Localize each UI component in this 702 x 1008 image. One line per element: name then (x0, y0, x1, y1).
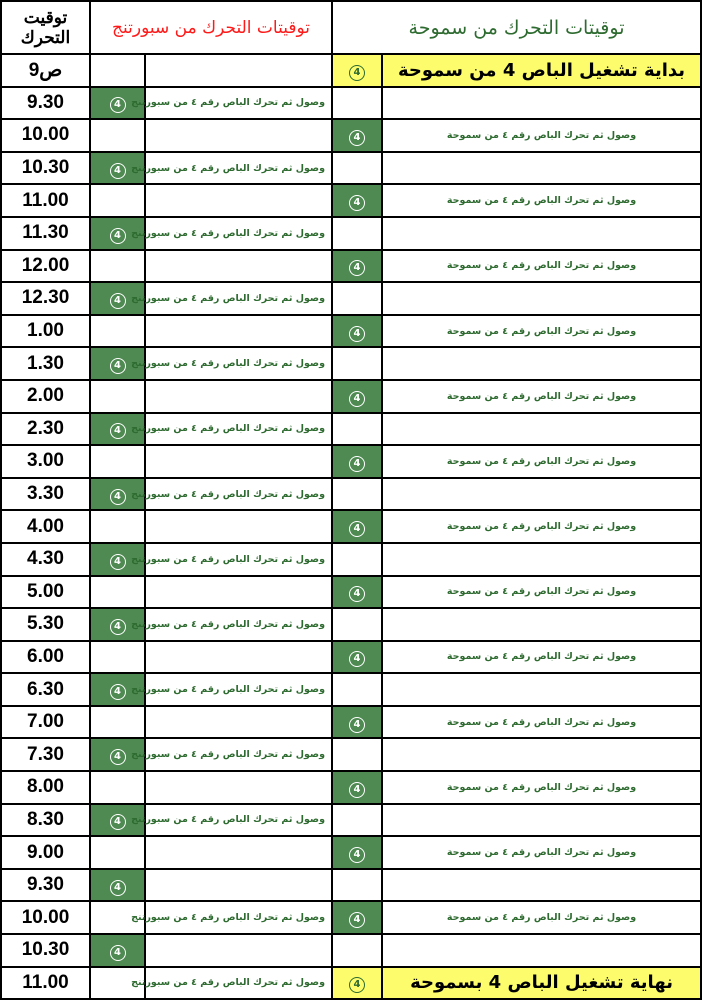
empty-cell (145, 576, 332, 609)
bus-number-icon: 4 (110, 684, 126, 700)
empty-cell (332, 413, 382, 446)
smouha-badge-cell (332, 836, 382, 869)
schedule-row (1, 250, 701, 283)
empty-cell (145, 119, 332, 152)
departure-time: 1.00 (1, 315, 90, 348)
smouha-note: وصول ثم تحرك الباص رقم ٤ من سموحة (382, 250, 701, 283)
schedule-row (1, 413, 701, 446)
sabourtanj-note: وصول ثم تحرك الباص رقم ٤ من سبورتنج (145, 804, 332, 837)
bus-number-icon: 4 (110, 880, 126, 896)
empty-cell (145, 706, 332, 739)
bus-number-icon: 4 (349, 651, 365, 667)
departure-time: 7.00 (1, 706, 90, 739)
schedule-row (1, 673, 701, 706)
smouha-badge-cell (332, 576, 382, 609)
departure-time: 4.00 (1, 510, 90, 543)
smouha-note: وصول ثم تحرك الباص رقم ٤ من سموحة (382, 315, 701, 348)
schedule-row (1, 478, 701, 511)
schedule-row (1, 445, 701, 478)
sabourtanj-note: وصول ثم تحرك الباص رقم ٤ من سبورتنج (145, 282, 332, 315)
bus-number-icon: 4 (110, 749, 126, 765)
bus-number-icon: 4 (349, 326, 365, 342)
smouha-badge-cell (332, 250, 382, 283)
departure-time: 12.00 (1, 250, 90, 283)
empty-cell (332, 673, 382, 706)
smouha-badge-cell (332, 771, 382, 804)
sabourtanj-badge-cell (90, 934, 145, 967)
empty-cell (382, 738, 701, 771)
departure-time: 6.00 (1, 641, 90, 674)
departure-time: 2.00 (1, 380, 90, 413)
smouha-badge-cell (332, 901, 382, 934)
sabourtanj-note: وصول ثم تحرك الباص رقم ٤ من سبورتنج (145, 87, 332, 120)
bus-number-icon: 4 (349, 195, 365, 211)
smouha-note: وصول ثم تحرك الباص رقم ٤ من سموحة (382, 119, 701, 152)
schedule-row (1, 347, 701, 380)
departure-time: 10.30 (1, 934, 90, 967)
departure-time: 8.30 (1, 804, 90, 837)
smouha-note: وصول ثم تحرك الباص رقم ٤ من سموحة (382, 576, 701, 609)
schedule-row (1, 804, 701, 837)
empty-cell (332, 347, 382, 380)
empty-cell (145, 641, 332, 674)
bus-number-icon: 4 (110, 423, 126, 439)
smouha-badge-cell (332, 380, 382, 413)
empty-cell (332, 282, 382, 315)
schedule-row (1, 543, 701, 576)
bus-number-icon: 4 (110, 554, 126, 570)
empty-cell (145, 315, 332, 348)
smouha-note: وصول ثم تحرك الباص رقم ٤ من سموحة (382, 380, 701, 413)
bus-number-icon: 4 (110, 619, 126, 635)
sabourtanj-badge-cell (90, 869, 145, 902)
empty-cell (145, 836, 332, 869)
empty-cell (145, 250, 332, 283)
sabourtanj-note: وصول ثم تحرك الباص رقم ٤ من سبورتنج (145, 413, 332, 446)
bus-number-icon: 4 (349, 260, 365, 276)
sabourtanj-note: وصول ثم تحرك الباص رقم ٤ من سبورتنج (145, 543, 332, 576)
schedule-row (1, 934, 701, 967)
empty-cell (145, 771, 332, 804)
smouha-note: وصول ثم تحرك الباص رقم ٤ من سموحة (382, 706, 701, 739)
bus-number-icon: 4 (349, 586, 365, 602)
sabourtanj-note: وصول ثم تحرك الباص رقم ٤ من سبورتنج (145, 608, 332, 641)
schedule-row (1, 282, 701, 315)
bus-number-icon: 4 (110, 814, 126, 830)
bus-number-icon: 4 (110, 97, 126, 113)
smouha-badge-cell (332, 315, 382, 348)
empty-cell (382, 347, 701, 380)
sabourtanj-note: وصول ثم تحرك الباص رقم ٤ من سبورتنج (145, 478, 332, 511)
sabourtanj-note: وصول ثم تحرك الباص رقم ٤ من سبورتنج (145, 673, 332, 706)
start-row (1, 54, 701, 87)
smouha-badge-cell (332, 119, 382, 152)
smouha-note: وصول ثم تحرك الباص رقم ٤ من سموحة (382, 771, 701, 804)
empty-cell (145, 934, 332, 967)
empty-cell (90, 380, 145, 413)
empty-cell (382, 217, 701, 250)
bus-number-icon: 4 (349, 521, 365, 537)
empty-cell (332, 152, 382, 185)
empty-cell (382, 152, 701, 185)
empty-cell (382, 869, 701, 902)
bus-number-icon: 4 (110, 163, 126, 179)
departure-time: 11.00 (1, 184, 90, 217)
smouha-note: وصول ثم تحرك الباص رقم ٤ من سموحة (382, 901, 701, 934)
sabourtanj-note: وصول ثم تحرك الباص رقم ٤ من سبورتنج (145, 152, 332, 185)
schedule-row (1, 869, 701, 902)
schedule-row (1, 119, 701, 152)
empty-cell (382, 413, 701, 446)
empty-cell (90, 836, 145, 869)
empty-cell (90, 641, 145, 674)
empty-cell (145, 869, 332, 902)
schedule-row (1, 608, 701, 641)
empty-cell (145, 184, 332, 217)
departure-time: 1.30 (1, 347, 90, 380)
departure-time: 3.00 (1, 445, 90, 478)
schedule-row (1, 87, 701, 120)
empty-cell (382, 543, 701, 576)
schedule-row (1, 641, 701, 674)
departure-time: 7.30 (1, 738, 90, 771)
empty-cell (332, 87, 382, 120)
schedule-row (1, 771, 701, 804)
schedule-row (1, 576, 701, 609)
schedule-row (1, 184, 701, 217)
bus-number-icon: 4 (349, 130, 365, 146)
bus-number-icon: 4 (349, 65, 365, 81)
departure-time: 5.00 (1, 576, 90, 609)
empty-cell (90, 184, 145, 217)
empty-cell (90, 576, 145, 609)
bus-number-icon: 4 (110, 945, 126, 961)
smouha-badge-cell (332, 184, 382, 217)
bus-number-icon: 4 (110, 228, 126, 244)
start-label: بداية تشغيل الباص 4 من سموحة (382, 54, 701, 87)
empty-cell (382, 934, 701, 967)
empty-cell (332, 738, 382, 771)
smouha-note: وصول ثم تحرك الباص رقم ٤ من سموحة (382, 184, 701, 217)
empty-cell (90, 119, 145, 152)
bus-number-icon: 4 (349, 912, 365, 928)
empty-cell (382, 804, 701, 837)
bus-number-icon: 4 (349, 391, 365, 407)
empty-cell (145, 445, 332, 478)
smouha-badge-cell (332, 445, 382, 478)
departure-time: 10.00 (1, 119, 90, 152)
end-row (1, 967, 701, 1000)
departure-time: 12.30 (1, 282, 90, 315)
empty-cell (145, 510, 332, 543)
smouha-badge-cell (332, 706, 382, 739)
empty-cell (382, 87, 701, 120)
sabourtanj-column-header: توقيتات التحرك من سبورتنج (90, 1, 332, 54)
schedule-row (1, 510, 701, 543)
departure-time: 3.30 (1, 478, 90, 511)
departure-time: 10.30 (1, 152, 90, 185)
bus-number-icon: 4 (349, 717, 365, 733)
departure-time: 2.30 (1, 413, 90, 446)
empty-cell (90, 54, 145, 87)
empty-cell (90, 706, 145, 739)
empty-cell (90, 315, 145, 348)
end-time: 11.00 (1, 967, 90, 1000)
sabourtanj-note: وصول ثم تحرك الباص رقم ٤ من سبورتنج (145, 217, 332, 250)
end-badge-cell (332, 967, 382, 1000)
empty-cell (332, 804, 382, 837)
header-row (1, 1, 701, 54)
empty-cell (90, 510, 145, 543)
empty-cell (382, 478, 701, 511)
smouha-badge-cell (332, 510, 382, 543)
empty-cell (90, 445, 145, 478)
departure-time: 9.00 (1, 836, 90, 869)
empty-cell (145, 54, 332, 87)
time-column-header: توقيت التحرك (1, 1, 90, 54)
schedule-row (1, 315, 701, 348)
departure-time: 5.30 (1, 608, 90, 641)
departure-time: 9.30 (1, 869, 90, 902)
sabourtanj-note: وصول ثم تحرك الباص رقم ٤ من سبورتنج (145, 901, 332, 934)
bus-number-icon: 4 (349, 977, 365, 993)
bus-number-icon: 4 (110, 358, 126, 374)
empty-cell (90, 250, 145, 283)
empty-cell (332, 608, 382, 641)
start-time: 9ص (1, 54, 90, 87)
departure-time: 11.30 (1, 217, 90, 250)
bus-number-icon: 4 (349, 456, 365, 472)
smouha-note: وصول ثم تحرك الباص رقم ٤ من سموحة (382, 445, 701, 478)
smouha-badge-cell (332, 641, 382, 674)
empty-cell (382, 282, 701, 315)
departure-time: 4.30 (1, 543, 90, 576)
sabourtanj-note: وصول ثم تحرك الباص رقم ٤ من سبورتنج (145, 347, 332, 380)
departure-time: 9.30 (1, 87, 90, 120)
sabourtanj-note: وصول ثم تحرك الباص رقم ٤ من سبورتنج (145, 967, 332, 1000)
smouha-note: وصول ثم تحرك الباص رقم ٤ من سموحة (382, 510, 701, 543)
schedule-row (1, 380, 701, 413)
departure-time: 10.00 (1, 901, 90, 934)
schedule-row (1, 738, 701, 771)
bus-number-icon: 4 (349, 847, 365, 863)
empty-cell (332, 543, 382, 576)
schedule-row (1, 836, 701, 869)
empty-cell (332, 934, 382, 967)
departure-time: 6.30 (1, 673, 90, 706)
end-label: نهاية تشغيل الباص 4 بسموحة (382, 967, 701, 1000)
empty-cell (332, 478, 382, 511)
schedule-row (1, 152, 701, 185)
smouha-note: وصول ثم تحرك الباص رقم ٤ من سموحة (382, 836, 701, 869)
empty-cell (332, 869, 382, 902)
empty-cell (145, 380, 332, 413)
bus-number-icon: 4 (110, 293, 126, 309)
bus-number-icon: 4 (349, 782, 365, 798)
schedule-row (1, 901, 701, 934)
schedule-row (1, 706, 701, 739)
smouha-column-header: توقيتات التحرك من سموحة (332, 1, 701, 54)
empty-cell (382, 608, 701, 641)
departure-time: 8.00 (1, 771, 90, 804)
sabourtanj-note: وصول ثم تحرك الباص رقم ٤ من سبورتنج (145, 738, 332, 771)
empty-cell (90, 771, 145, 804)
schedule-row (1, 217, 701, 250)
start-badge-cell (332, 54, 382, 87)
bus-number-icon: 4 (110, 489, 126, 505)
empty-cell (382, 673, 701, 706)
smouha-note: وصول ثم تحرك الباص رقم ٤ من سموحة (382, 641, 701, 674)
empty-cell (332, 217, 382, 250)
